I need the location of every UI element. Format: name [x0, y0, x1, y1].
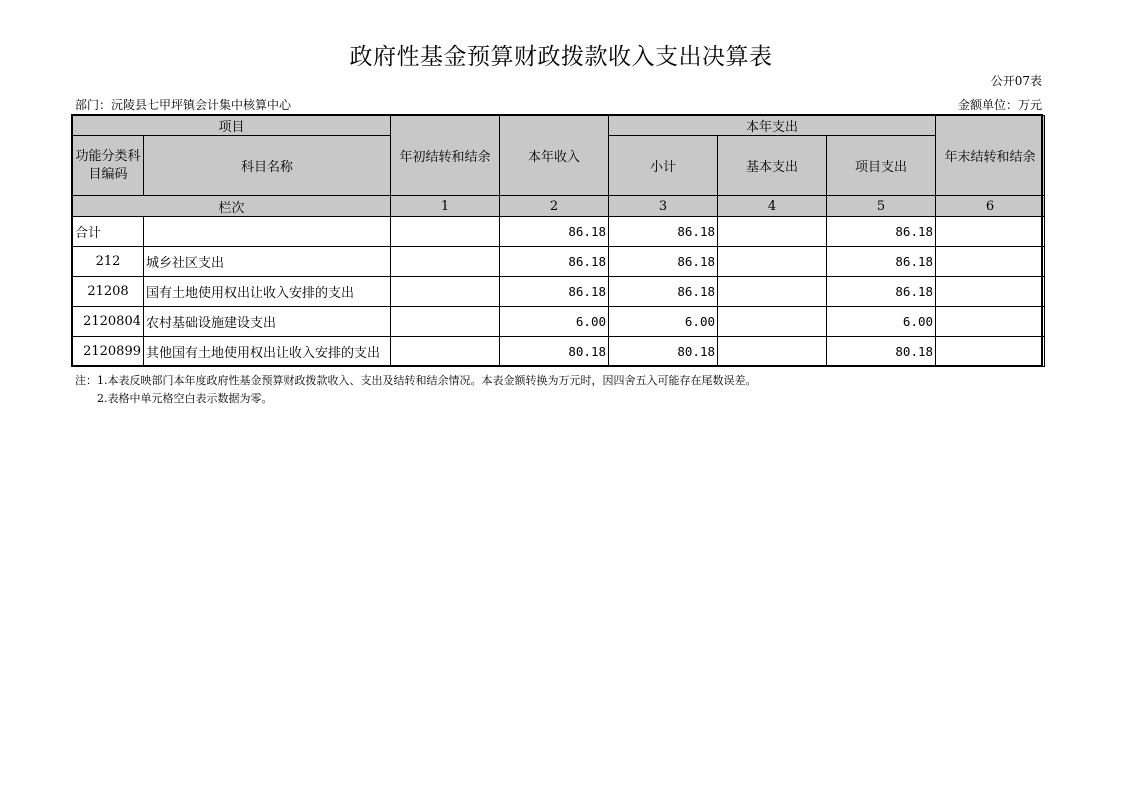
table-row	[73, 247, 1045, 277]
budget-table	[72, 115, 1045, 367]
column-label: 栏次	[73, 196, 391, 217]
header-func-code: 功能分类科目编码	[73, 136, 144, 196]
row-subtotal: 86.18	[609, 277, 718, 307]
row-income: 86.18	[500, 217, 609, 247]
row-end	[936, 217, 1045, 247]
row-begin	[391, 307, 500, 337]
column-number: 5	[827, 196, 936, 217]
header-begin-balance: 年初结转和结余	[391, 116, 500, 196]
row-subtotal: 6.00	[609, 307, 718, 337]
column-number: 4	[718, 196, 827, 217]
department-label: 部门：沅陵县七甲坪镇会计集中核算中心	[75, 98, 292, 112]
row-name: 国有土地使用权出让收入安排的支出	[144, 277, 391, 307]
row-income: 6.00	[500, 307, 609, 337]
table-row	[73, 337, 1045, 367]
row-basic	[718, 307, 827, 337]
column-number: 3	[609, 196, 718, 217]
row-code: 212	[73, 247, 144, 277]
row-name: 农村基础设施建设支出	[144, 307, 391, 337]
row-income: 86.18	[500, 277, 609, 307]
unit-label: 金额单位：万元	[957, 98, 1042, 112]
row-name: 城乡社区支出	[144, 247, 391, 277]
header-current-income: 本年收入	[500, 116, 609, 196]
row-project: 6.00	[827, 307, 936, 337]
table-row-total	[73, 217, 1045, 247]
row-basic	[718, 247, 827, 277]
row-begin	[391, 217, 500, 247]
row-end	[936, 247, 1045, 277]
row-project: 86.18	[827, 217, 936, 247]
column-number: 6	[936, 196, 1045, 217]
header-item: 项目	[73, 116, 391, 136]
row-project: 80.18	[827, 337, 936, 367]
row-project: 86.18	[827, 247, 936, 277]
form-code: 公开07表	[990, 74, 1042, 88]
row-income: 86.18	[500, 247, 609, 277]
header-basic-expense: 基本支出	[718, 136, 827, 196]
row-basic	[718, 277, 827, 307]
row-begin	[391, 247, 500, 277]
row-end	[936, 277, 1045, 307]
note-2: 2.表格中单元格空白表示数据为零。	[97, 392, 273, 405]
header-current-expense: 本年支出	[609, 116, 936, 136]
row-end	[936, 307, 1045, 337]
row-project: 86.18	[827, 277, 936, 307]
row-begin	[391, 337, 500, 367]
note-1: 注：1.本表反映部门本年度政府性基金预算财政拨款收入、支出及结转和结余情况。本表金额转换为万元时，因四舍五入可能存在尾数误差。	[75, 374, 757, 387]
column-number: 2	[500, 196, 609, 217]
row-subtotal: 80.18	[609, 337, 718, 367]
row-income: 80.18	[500, 337, 609, 367]
header-subtotal: 小计	[609, 136, 718, 196]
row-begin	[391, 277, 500, 307]
header-project-expense: 项目支出	[827, 136, 936, 196]
row-name: 其他国有土地使用权出让收入安排的支出	[144, 337, 391, 367]
header-end-balance: 年末结转和结余	[936, 116, 1045, 196]
row-code: 合计	[73, 217, 144, 247]
table-row	[73, 307, 1045, 337]
row-basic	[718, 337, 827, 367]
row-basic	[718, 217, 827, 247]
header-subject-name: 科目名称	[144, 136, 391, 196]
row-code: 2120804	[73, 307, 144, 337]
column-number-row	[73, 196, 1045, 217]
row-code: 21208	[73, 277, 144, 307]
row-subtotal: 86.18	[609, 217, 718, 247]
row-code: 2120899	[73, 337, 144, 367]
row-subtotal: 86.18	[609, 247, 718, 277]
row-end	[936, 337, 1045, 367]
table-row	[73, 277, 1045, 307]
page-title: 政府性基金预算财政拨款收入支出决算表	[349, 44, 773, 70]
row-name	[144, 217, 391, 247]
column-number: 1	[391, 196, 500, 217]
notes-section	[75, 372, 757, 408]
